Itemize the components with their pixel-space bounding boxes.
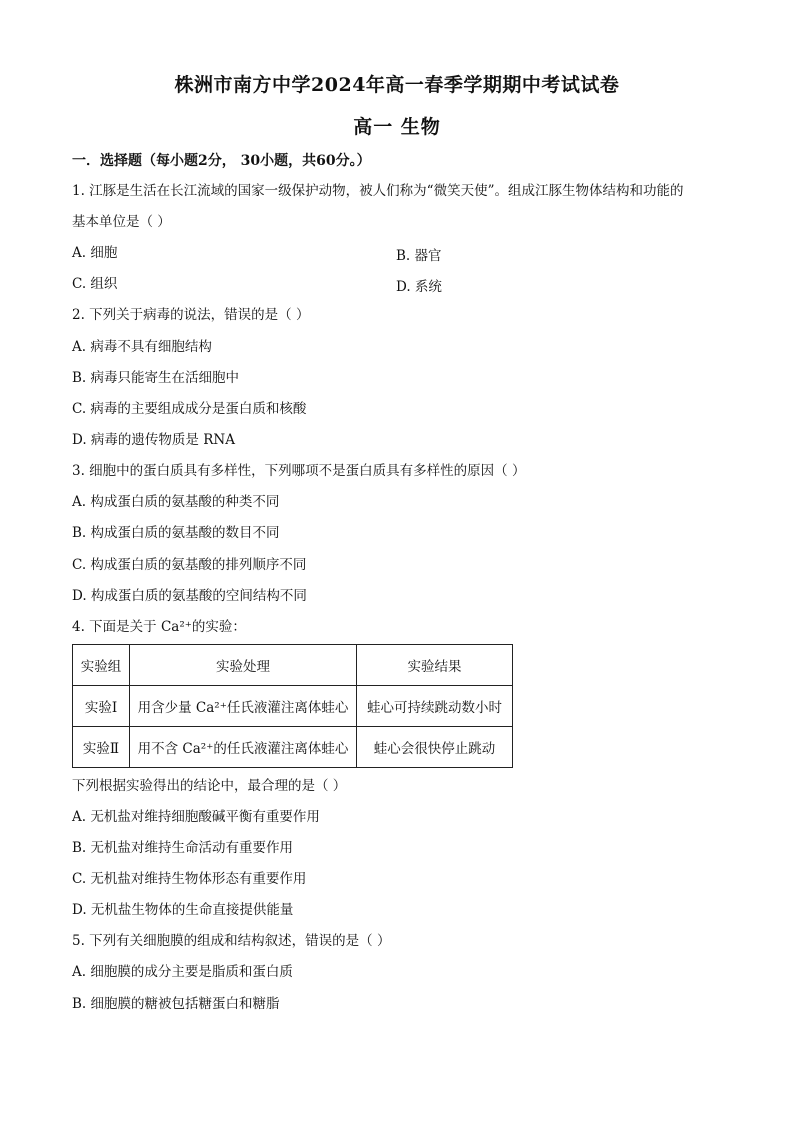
page-subtitle: 高一 生物 [353,116,441,138]
q3-option-d: D. 构成蛋白质的氨基酸的空间结构不同 [72,588,307,604]
q1-option-c: C. 组织 [72,276,118,292]
q2-option-b: B. 病毒只能寄生在活细胞中 [72,370,240,386]
experiment-table [72,644,513,768]
q2-option-c: C. 病毒的主要组成成分是蛋白质和核酸 [72,401,307,417]
q2-option-a: A. 病毒不具有细胞结构 [72,339,212,355]
q3-option-a: A. 构成蛋白质的氨基酸的种类不同 [72,494,280,510]
q1-stem-line2: 基本单位是（ ） [72,214,171,230]
table-header-row [73,645,513,686]
q3-option-b: B. 构成蛋白质的氨基酸的数目不同 [72,525,280,541]
q1-option-a: A. 细胞 [72,245,118,261]
table-row [73,727,513,768]
table-cell: 实验Ⅱ [73,727,130,768]
table-cell: 实验Ⅰ [73,686,130,727]
q4-stem: 4. 下面是关于 Ca²⁺的实验： [72,619,246,635]
page-title: 株洲市南方中学2024年高一春季学期期中考试试卷 [174,74,620,96]
section-heading: 一．选择题（每小题2分， 30小题，共60分。） [72,153,371,169]
table-cell: 蛙心可持续跳动数小时 [357,686,513,727]
q3-stem: 3. 细胞中的蛋白质具有多样性，下列哪项不是蛋白质具有多样性的原因（ ） [72,463,526,479]
table-header-cell: 实验结果 [357,645,513,686]
q1-option-d: D. 系统 [396,279,442,295]
table-header-cell: 实验处理 [130,645,357,686]
table-cell: 用含少量 Ca²⁺任氏液灌注离体蛙心 [130,686,357,727]
q1-option-b: B. 器官 [396,248,442,264]
q5-option-b: B. 细胞膜的糖被包括糖蛋白和糖脂 [72,996,280,1012]
q5-option-a: A. 细胞膜的成分主要是脂质和蛋白质 [72,964,293,980]
q4-option-d: D. 无机盐生物体的生命直接提供能量 [72,902,294,918]
table-header-cell: 实验组 [73,645,130,686]
q5-stem: 5. 下列有关细胞膜的组成和结构叙述，错误的是（ ） [72,933,391,949]
q3-option-c: C. 构成蛋白质的氨基酸的排列顺序不同 [72,557,307,573]
q2-option-d: D. 病毒的遗传物质是 RNA [72,432,235,448]
q4-option-b: B. 无机盐对维持生命活动有重要作用 [72,840,294,856]
q2-stem: 2. 下列关于病毒的说法，错误的是（ ） [72,307,310,323]
table-cell: 用不含 Ca²⁺的任氏液灌注离体蛙心 [130,727,357,768]
q4-followup: 下列根据实验得出的结论中，最合理的是（ ） [72,778,347,794]
table-row [73,686,513,727]
table-cell: 蛙心会很快停止跳动 [357,727,513,768]
q4-option-a: A. 无机盐对维持细胞酸碱平衡有重要作用 [72,809,320,825]
q4-option-c: C. 无机盐对维持生物体形态有重要作用 [72,871,307,887]
q1-stem-line1: 1. 江豚是生活在长江流域的国家一级保护动物，被人们称为“微笑天使”。组成江豚生物体结构和功能的 [72,183,684,199]
